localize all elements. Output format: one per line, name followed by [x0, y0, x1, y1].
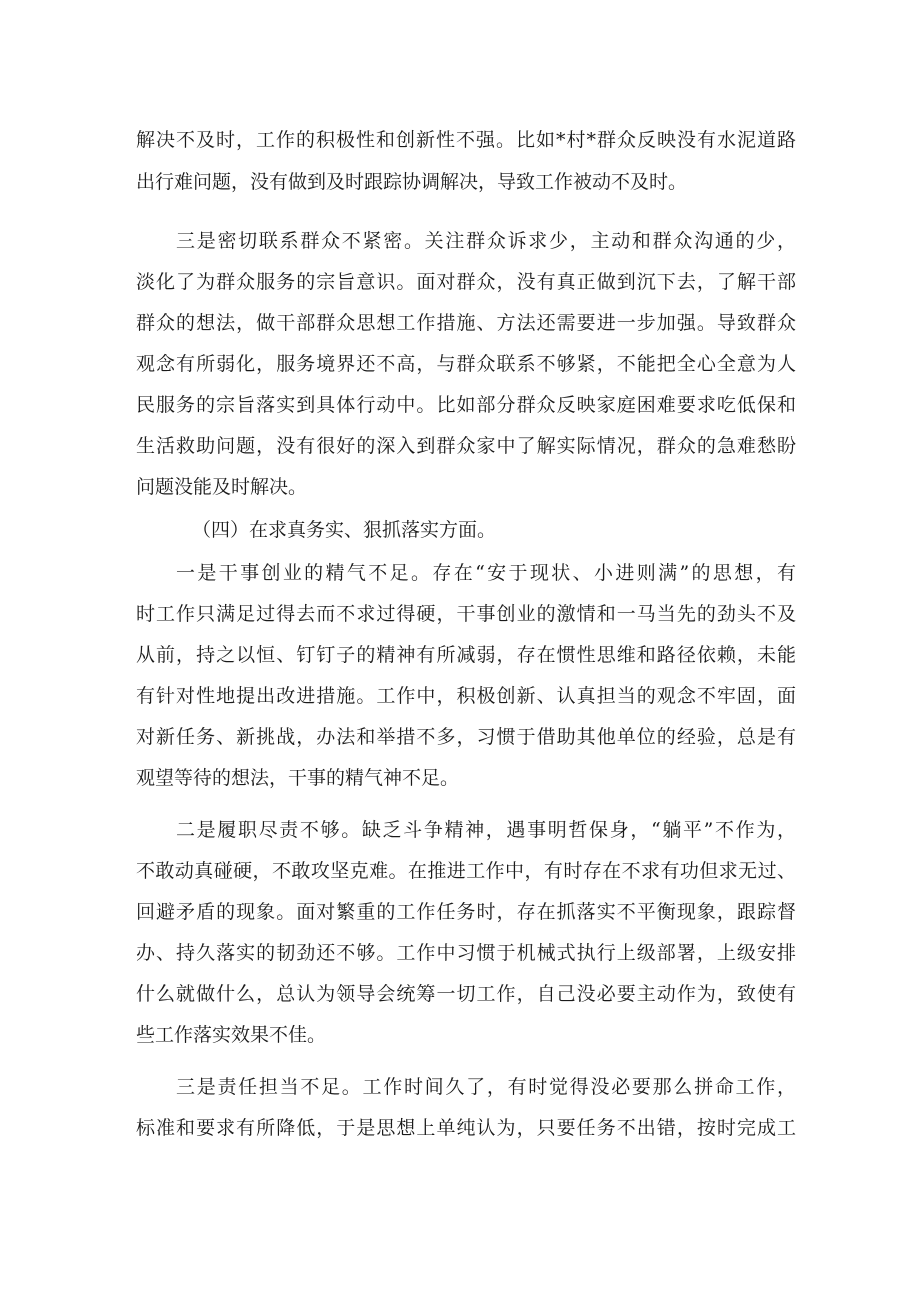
text-line: 些工作落实效果不佳。 — [136, 1024, 327, 1046]
text-line: 有针对性地提出改进措施。工作中，积极创新、认真担当的观念不牢固，面 — [136, 685, 796, 707]
text-line: 观念有所弱化，服务境界还不高，与群众联系不够紧，不能把全心全意为人 — [136, 353, 796, 375]
text-line: 二是履职尽责不够。缺乏斗争精神，遇事明哲保身，“躺平”不作为， — [176, 819, 796, 841]
text-line: 三是责任担当不足。工作时间久了，有时觉得没必要那么拼命工作， — [176, 1076, 796, 1098]
text-line: 办、持久落实的韧劲还不够。工作中习惯于机械式执行上级部署，上级安排 — [136, 942, 796, 964]
text-line: 三是密切联系群众不紧密。关注群众诉求少，主动和群众沟通的少， — [176, 230, 796, 252]
text-line: 对新任务、新挑战，办法和举措不多，习惯于借助其他单位的经验，总是有 — [136, 726, 796, 748]
text-line: 生活救助问题，没有很好的深入到群众家中了解实际情况，群众的急难愁盼 — [136, 435, 796, 457]
text-line: 不敢动真碰硬，不敢攻坚克难。在推进工作中，有时存在不求有功但求无过、 — [136, 860, 796, 882]
text-line: 淡化了为群众服务的宗旨意识。面对群众，没有真正做到沉下去，了解干部 — [136, 271, 796, 293]
text-line: 标准和要求有所降低，于是思想上单纯认为，只要任务不出错，按时完成工 — [136, 1117, 796, 1139]
text-line: 解决不及时，工作的积极性和创新性不强。比如*村*群众反映没有水泥道路 — [136, 129, 796, 151]
text-line: 民服务的宗旨落实到具体行动中。比如部分群众反映家庭困难要求吃低保和 — [136, 394, 796, 416]
text-line: 问题没能及时解决。 — [136, 476, 308, 498]
text-line: 什么就做什么，总认为领导会统筹一切工作，自己没必要主动作为，致使有 — [136, 983, 796, 1005]
text-line: 回避矛盾的现象。面对繁重的工作任务时，存在抓落实不平衡现象，跟踪督 — [136, 901, 796, 923]
section-heading: （四）在求真务实、狠抓落实方面。 — [192, 519, 497, 541]
text-line: 时工作只满足过得去而不求过得硬，干事创业的激情和一马当先的劲头不及 — [136, 603, 796, 625]
text-line: 观望等待的想法，干事的精气神不足。 — [136, 767, 460, 789]
text-line: 一是干事创业的精气不足。存在“安于现状、小进则满”的思想，有 — [176, 562, 796, 584]
text-line: 群众的想法，做干部群众思想工作措施、方法还需要进一步加强。导致群众 — [136, 312, 796, 334]
text-line: 出行难问题，没有做到及时跟踪协调解决，导致工作被动不及时。 — [136, 171, 688, 193]
text-line: 从前，持之以恒、钉钉子的精神有所减弱，存在惯性思维和路径依赖，未能 — [136, 644, 796, 666]
